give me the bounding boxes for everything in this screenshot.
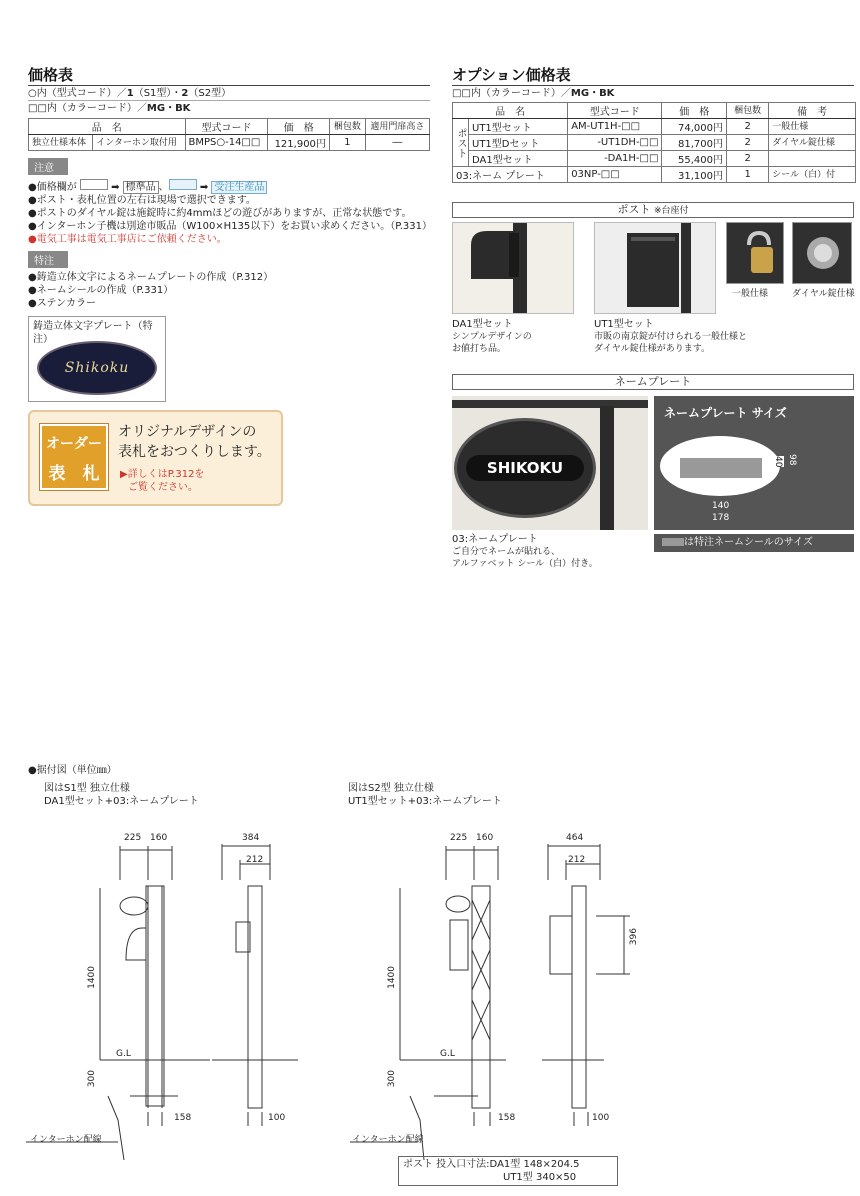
table-row: 独立仕様本体 インターホン取付用 BMPS○-14□□ 121,900円 1 ―	[29, 135, 430, 151]
padlock-icon	[727, 223, 783, 283]
left-drawing-caption: 図はS1型 独立仕様 DA1型セット+03:ネームプレート	[44, 783, 199, 807]
type-code-line: ○内（型式コード）／1（S1型）・2（S2型）	[28, 87, 430, 101]
nameplate-section-header: ネームプレート	[452, 374, 854, 390]
plate-sample-box: 鋳造立体文字プレート（特注） Shikoku	[28, 316, 166, 402]
np-caption: 03:ネームプレート ご自分でネームが貼れる、 アルファベット シール（白）付き。	[452, 534, 598, 569]
dial-lock-icon	[793, 223, 851, 283]
post-section-header: ポスト ※台座付	[452, 202, 854, 218]
table-row: 03:ネーム プレート 03NP-□□ 31,100円 1 シール（白）付	[453, 167, 856, 183]
notice-list: ●価格欄が ➡ 標準品 、 ➡ 受注生産品 ●ポスト・表札位置の左右は現場で選択できます。 ●ポストのダイヤル錠は施錠時に約4mmほどの遊びがありますが、正常な状態です。 ●インターホン子機は別途市販品（W100×H135以下）をお買い求めください。（P.331） ●電気工事は電気工事店にご依頼ください。	[28, 179, 438, 246]
plate-text: Shikoku	[64, 360, 130, 376]
installation-drawing	[0, 820, 860, 1196]
table-row: UT1型Dセット -UT1DH-□□ 81,700円 2 ダイヤル錠仕様	[453, 135, 856, 151]
order-banner[interactable]: オーダー 表 札 オリジナルデザインの 表札をおつくりします。 ▶詳しくはP.312を ご覧ください。	[28, 410, 283, 506]
color-code-line: □□内（カラーコード）／MG・BK	[28, 103, 191, 114]
price-table: 品 名 型式コード 価 格 梱包数 適用門扉高さ 独立仕様本体 インターホン取付用 BMPS○-14□□ 121,900円 1 ―	[28, 118, 430, 151]
table-row: DA1型セット -DA1H-□□ 55,400円 2	[453, 151, 856, 167]
mailbox-ut1-icon	[595, 223, 715, 313]
drawing-title: ●据付図（単位㎜）	[28, 765, 117, 776]
ut1-photo	[594, 222, 716, 314]
option-color-code: □□内（カラーコード）／MG・BK	[452, 88, 615, 99]
table-row: ポスト UT1型セット AM-UT1H-□□ 74,000円 2 一般仕様	[453, 119, 856, 135]
da1-caption: DA1型セット シンプルデザインの お値打ち品。	[452, 319, 532, 354]
da1-photo	[452, 222, 574, 314]
padlock-photo	[726, 222, 784, 284]
size-diagram: ネームプレート サイズ 40 98 140 178	[654, 396, 854, 530]
dial-lock-photo	[792, 222, 852, 284]
right-drawing-caption: 図はS2型 独立仕様 UT1型セット+03:ネームプレート	[348, 783, 502, 807]
nameplate-photo	[452, 396, 648, 530]
lock2-label: ダイヤル錠仕様	[792, 289, 855, 299]
ut1-caption: UT1型セット 市販の南京錠が付けられる一般仕様と ダイヤル錠仕様があります。	[594, 319, 748, 354]
banner-link[interactable]: ▶詳しくはP.312を ご覧ください。	[120, 469, 205, 493]
mailbox-da1-icon	[453, 223, 573, 313]
special-tag: 特注	[28, 251, 68, 268]
option-title: オプション価格表	[452, 66, 571, 84]
nameplate-text: SHIKOKU	[486, 459, 564, 477]
notice-tag: 注意	[28, 158, 68, 175]
option-table: 品 名 型式コード 価 格 梱包数 備 考 ポスト UT1型セット AM-UT1H-□□ 74,000円 2 一般仕様 UT1型Dセット -UT1DH-□□ 81,700円 2 ダイヤル錠仕様 DA1型セット -DA1H-□□ 55,400円 2 03:ネーム プレート 03NP-□□ 31,100円 1 シール（白）付	[452, 102, 856, 183]
size-legend: は特注ネームシールのサイズ	[654, 534, 854, 552]
price-title: 価格表	[28, 66, 74, 84]
special-list: ●鋳造立体文字によるネームプレートの作成（P.312） ●ネームシールの作成（P.331） ●ステンカラー	[28, 272, 274, 309]
slot-size-box: ポスト 投入口寸法:DA1型 148×204.5 UT1型 340×50	[398, 1156, 618, 1186]
lock1-label: 一般仕様	[732, 289, 769, 299]
